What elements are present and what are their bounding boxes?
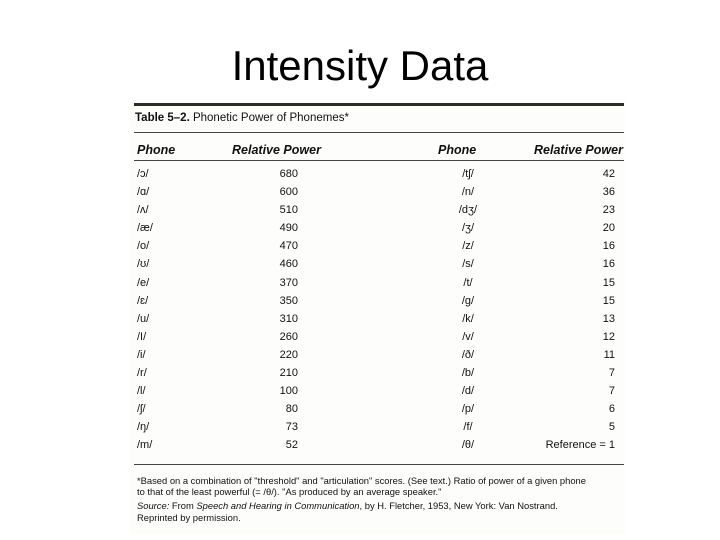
power-cell: 350 [279,294,298,307]
phone-cell: /l/ [137,385,146,398]
phone-cell: /ŋ/ [137,421,150,434]
phone-cell: /ʌ/ [137,204,149,217]
phone-cell: /n/ [461,186,475,199]
phone-cell: /ɔ/ [137,168,149,180]
power-cell: 16 [602,240,615,253]
source-book-title: Speech and Hearing in Communication [196,500,360,511]
power-cell: 36 [602,186,615,199]
phone-cell: /k/ [462,312,474,325]
power-cell: 310 [279,312,298,325]
table-top-rule [134,103,624,106]
header-phone-right: Phone [438,143,477,157]
power-cell: 680 [279,168,298,180]
phone-cell: /p/ [461,403,475,416]
phone-cell: /b/ [461,367,475,380]
phone-cell: /ð/ [461,348,475,361]
table-bottom-rule [134,464,624,465]
footnote-line-1: *Based on a combination of "threshold" and "articulation" scores. (See text.) Ratio of power of a given phone [137,475,586,486]
power-cell: 15 [602,294,615,307]
phone-cell: /i/ [137,348,146,361]
phone-cell: /dʒ/ [458,204,478,217]
header-divider [134,160,624,161]
column-power-left [248,165,298,455]
phone-cell: /ʃ/ [137,403,146,416]
phone-cell: /s/ [462,258,474,271]
footnote-line-2: to that of the least powerful (= /θ/). "As produced by an average speaker." [137,486,442,497]
power-cell: 16 [602,258,615,271]
power-cell: 15 [602,276,615,289]
phone-cell: /f/ [463,421,473,434]
power-cell: 80 [285,403,298,416]
header-power-left: Relative Power [232,143,321,157]
power-cell: 12 [602,330,615,343]
power-cell: 220 [279,348,298,361]
phone-cell: /d/ [461,385,475,398]
phone-cell: /e/ [137,276,150,289]
phone-cell: /r/ [137,367,147,380]
table-caption-text: Phonetic Power of Phonemes* [192,112,349,124]
phone-cell: /u/ [137,312,150,325]
source-citation: , by H. Fletcher, 1953, New York: Van Nostrand. [359,500,558,511]
phone-cell: /ʒ/ [461,222,475,235]
phone-cell: /t/ [463,276,473,289]
source-prefix: Source: [137,500,170,511]
column-power-right [530,165,615,455]
phone-cell: /o/ [137,240,150,253]
power-cell: 13 [602,312,615,325]
phone-cell: /m/ [137,439,153,452]
power-cell: 42 [602,168,615,180]
power-cell: 210 [279,367,298,380]
column-phone-left [137,165,197,455]
power-cell: 20 [602,222,615,235]
power-cell: 7 [608,367,615,380]
source-line-2: Reprinted by permission. [137,512,241,523]
power-cell: 23 [602,204,615,217]
phone-cell: /g/ [461,294,475,307]
header-phone-left: Phone [137,143,176,157]
phone-cell: /I/ [137,330,147,343]
power-cell: Reference = 1 [545,439,615,452]
column-phone-right [448,165,488,455]
phone-cell: /tʃ/ [462,168,474,180]
table-caption [135,112,349,124]
power-cell: 470 [279,240,298,253]
header-power-right: Relative Power [534,143,623,157]
power-cell: 6 [608,403,615,416]
power-cell: 490 [279,222,298,235]
caption-divider [134,132,624,133]
power-cell: 100 [279,385,298,398]
power-cell: 52 [285,439,298,452]
phone-cell: /θ/ [461,439,475,452]
power-cell: 460 [279,258,298,271]
slide-title: Intensity Data [231,42,489,89]
phone-cell: /æ/ [137,222,153,235]
power-cell: 11 [603,348,615,361]
power-cell: 370 [279,276,298,289]
power-cell: 5 [608,421,615,434]
source-from: From [169,500,197,511]
source-line-1 [137,500,558,511]
phone-cell: /ɛ/ [137,294,149,307]
phone-cell: /z/ [462,240,474,253]
power-cell: 510 [279,204,298,217]
phone-cell: /ʊ/ [137,258,150,271]
power-cell: 600 [279,186,298,199]
power-cell: 260 [279,330,298,343]
power-cell: 7 [608,385,615,398]
table-label: Table 5–2. [135,112,190,124]
power-cell: 73 [285,421,298,434]
phone-cell: /v/ [462,330,474,343]
phone-cell: /ɑ/ [137,186,150,199]
